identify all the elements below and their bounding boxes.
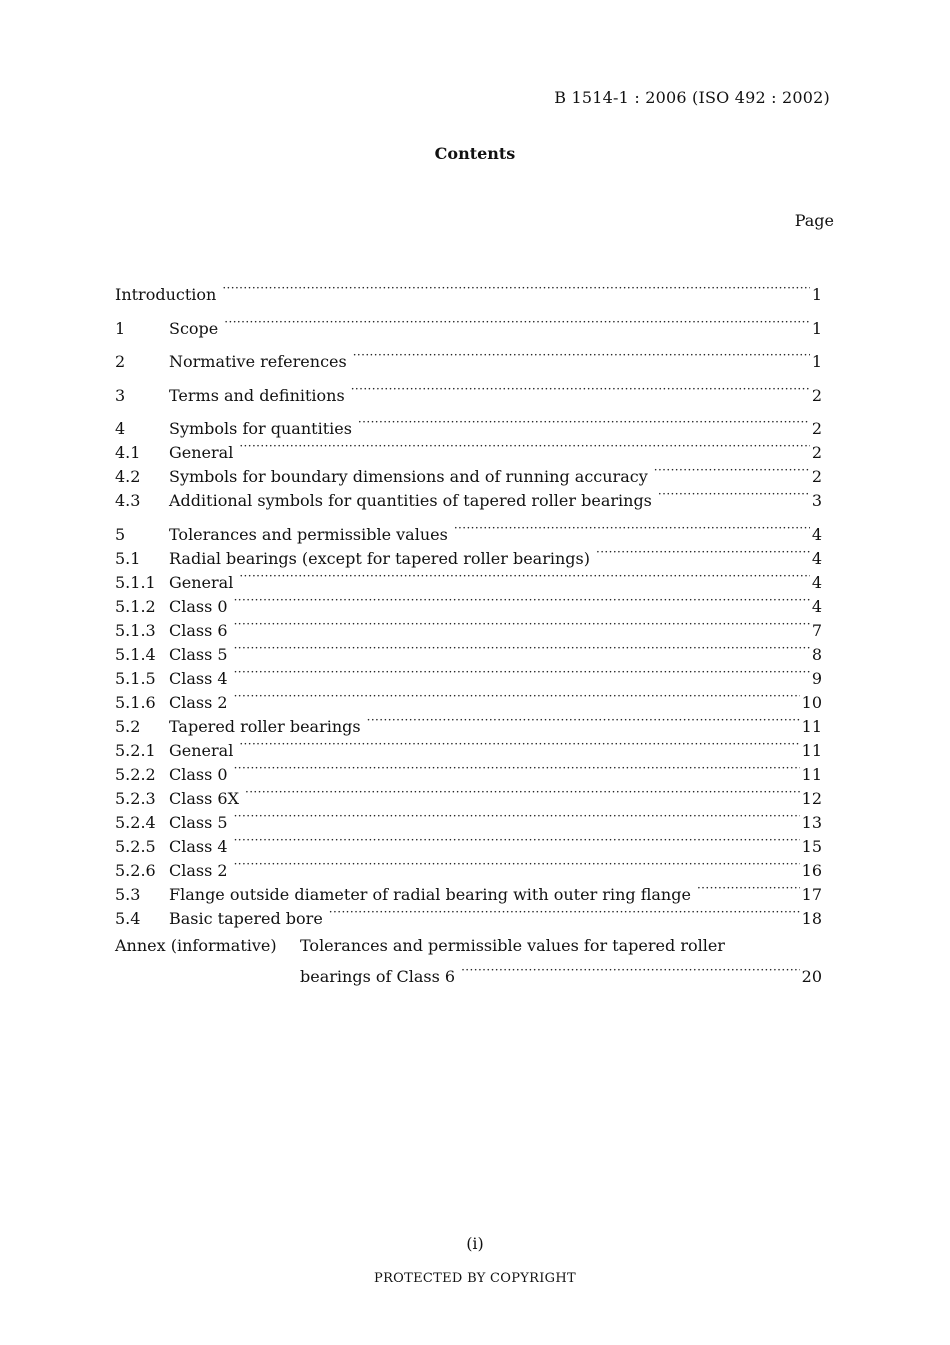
toc-entry-title: Class 0: [169, 764, 228, 784]
toc-entry-page: 9: [811, 668, 822, 688]
toc-leader-dots: [358, 410, 810, 434]
toc-entry-number: 5.2: [115, 716, 141, 736]
toc-entry-number: 5.2.3: [115, 788, 156, 808]
toc-entry-title: Tolerances and permissible values: [169, 524, 448, 544]
toc-leader-dots: [234, 636, 810, 660]
toc-entry-number: 5.1: [115, 548, 141, 568]
toc-entry-number: 4: [115, 419, 126, 438]
toc-entry-number: 4.1: [115, 443, 141, 462]
toc-entry-title: Terms and definitions: [169, 385, 345, 405]
toc-entry-page: 4: [811, 572, 822, 592]
toc-entry-page: 18: [801, 908, 822, 928]
toc-entry-number: 5.2.1: [115, 740, 156, 760]
toc-leader-dots: [234, 852, 800, 876]
toc-entry-number: 5.3: [115, 884, 141, 904]
toc-entry-page: 1: [811, 285, 822, 304]
footer-page-number: (i): [466, 1234, 484, 1253]
toc-leader-dots: [658, 482, 810, 506]
toc-leader-dots: [239, 564, 809, 588]
copyright-notice: PROTECTED BY COPYRIGHT: [374, 1271, 576, 1286]
toc-entry-page: 4: [811, 596, 822, 616]
table-of-contents: [115, 276, 822, 986]
toc-entry-page: 4: [811, 524, 822, 544]
toc-annex-entry[interactable]: [115, 934, 822, 986]
toc-entry[interactable]: [115, 343, 822, 371]
toc-entry[interactable]: [115, 516, 822, 544]
toc-leader-dots: [454, 516, 810, 540]
toc-entry-number: 5.2.4: [115, 812, 156, 832]
toc-entry-number: 5.1.2: [115, 596, 156, 616]
toc-entry-page: 3: [811, 491, 822, 510]
toc-entry-page: 2: [811, 443, 822, 462]
toc-entry-page: 1: [811, 318, 822, 338]
toc-entry[interactable]: [115, 310, 822, 338]
toc-entry[interactable]: [115, 410, 822, 438]
toc-entry-page: 11: [801, 716, 822, 736]
toc-entry-title: Flange outside diameter of radial bearing with outer ring flange: [169, 884, 691, 904]
toc-entry-number: 5.2.2: [115, 764, 156, 784]
toc-entry-page: 17: [801, 884, 822, 904]
toc-entry-page: 2: [811, 467, 822, 486]
annex-title-line1: Tolerances and permissible values for tapered roller: [300, 935, 725, 955]
toc-leader-dots: [239, 732, 799, 756]
toc-leader-dots: [351, 377, 810, 401]
toc-entry-number: 3: [115, 385, 126, 405]
toc-entry[interactable]: [115, 276, 822, 304]
toc-entry-title: Class 5: [169, 812, 228, 832]
toc-entry-page: 13: [801, 812, 822, 832]
toc-entry-title: Additional symbols for quantities of tapered roller bearings: [169, 491, 652, 510]
toc-entry-number: 5.1.3: [115, 620, 156, 640]
toc-leader-dots: [596, 540, 810, 564]
toc-entry-number: 5.1.5: [115, 668, 156, 688]
toc-entry-title: Symbols for boundary dimensions and of running accuracy: [169, 467, 648, 486]
toc-entry-number: 5: [115, 524, 126, 544]
toc-leader-dots: [245, 780, 800, 804]
toc-leader-dots: [461, 958, 800, 982]
toc-leader-dots: [329, 900, 800, 924]
toc-entry-title: Class 2: [169, 860, 228, 880]
toc-entry-title: Tapered roller bearings: [169, 716, 361, 736]
toc-entry-number: 1: [115, 318, 126, 338]
toc-entry-page: 12: [801, 788, 822, 808]
toc-entry-title: Introduction: [115, 285, 217, 304]
toc-entry-page: 15: [801, 836, 822, 856]
toc-leader-dots: [234, 660, 810, 684]
toc-entry[interactable]: [115, 377, 822, 405]
toc-leader-dots: [224, 310, 810, 334]
toc-entry-page: 2: [811, 385, 822, 405]
toc-entry-title: Class 4: [169, 668, 228, 688]
toc-entry-number: 5.1.6: [115, 692, 156, 712]
standard-number-header: B 1514-1 : 2006 (ISO 492 : 2002): [554, 88, 830, 107]
toc-entry-title: Basic tapered bore: [169, 908, 323, 928]
toc-entry-title: Class 6: [169, 620, 228, 640]
toc-leader-dots: [697, 876, 800, 900]
toc-leader-dots: [234, 828, 800, 852]
toc-leader-dots: [239, 434, 809, 458]
toc-entry-number: 4.2: [115, 467, 141, 486]
toc-entry-title: Class 5: [169, 644, 228, 664]
toc-entry-page: 11: [801, 764, 822, 784]
annex-number: Annex (informative): [115, 935, 277, 955]
toc-entry-title: General: [169, 740, 234, 760]
toc-leader-dots: [367, 708, 800, 732]
toc-entry-page: 7: [811, 620, 822, 640]
toc-entry-page: 1: [811, 352, 822, 371]
toc-entry-title: Class 0: [169, 596, 228, 616]
toc-leader-dots: [654, 458, 810, 482]
toc-entry-page: 11: [801, 740, 822, 760]
toc-entry-page: 10: [801, 692, 822, 712]
toc-entry-title: General: [169, 443, 234, 462]
toc-entry-page: 8: [811, 644, 822, 664]
toc-entry-title: Normative references: [169, 352, 347, 371]
toc-leader-dots: [353, 343, 810, 367]
toc-entry-title: Class 6X: [169, 788, 239, 808]
toc-entry-title: Class 2: [169, 692, 228, 712]
toc-leader-dots: [222, 276, 809, 300]
toc-entry-title: Radial bearings (except for tapered roller bearings): [169, 548, 590, 568]
toc-leader-dots: [234, 756, 800, 780]
toc-entry-number: 5.2.6: [115, 860, 156, 880]
annex-title-line2: bearings of Class 6: [300, 966, 456, 986]
toc-entry-number: 5.1.1: [115, 572, 156, 592]
toc-entry-number: 5.2.5: [115, 836, 156, 856]
toc-entry-title: Symbols for quantities: [169, 419, 352, 438]
toc-entry-page: 16: [801, 860, 822, 880]
toc-entry-title: Scope: [169, 318, 219, 338]
toc-entry-number: 5.1.4: [115, 644, 156, 664]
page-column-label: Page: [794, 211, 834, 230]
annex-page: 20: [801, 966, 822, 986]
toc-leader-dots: [234, 804, 800, 828]
toc-leader-dots: [234, 684, 800, 708]
toc-leader-dots: [234, 612, 810, 636]
toc-leader-dots: [234, 588, 810, 612]
toc-entry-number: 2: [115, 352, 126, 371]
toc-entry-number: 4.3: [115, 491, 141, 510]
toc-entry-number: 5.4: [115, 908, 141, 928]
toc-entry-title: Class 4: [169, 836, 228, 856]
toc-entry-page: 2: [811, 419, 822, 438]
toc-entry-page: 4: [811, 548, 822, 568]
toc-entry-title: General: [169, 572, 234, 592]
page-title: Contents: [434, 144, 516, 163]
